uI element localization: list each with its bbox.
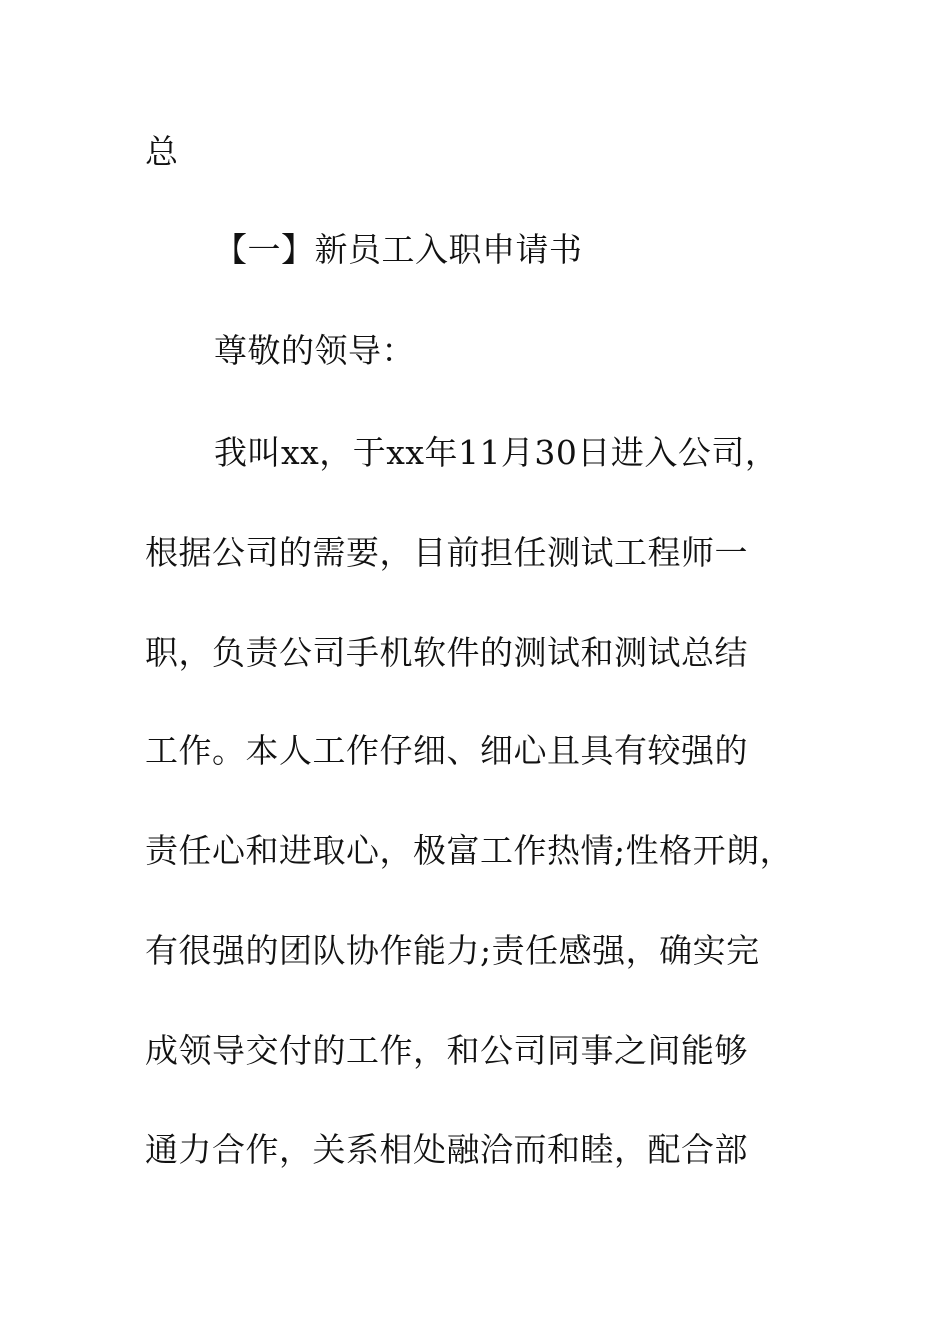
paragraph-line: 责任心和进取心，极富工作热情;性格开朗， — [145, 831, 794, 870]
paragraph-line: 职，负责公司手机软件的测试和测试总结 — [145, 633, 748, 672]
paragraph-line: 通力合作，关系相处融洽而和睦，配合部 — [145, 1130, 748, 1169]
paragraph-line: 有很强的团队协作能力;责任感强，确实完 — [145, 931, 760, 970]
paragraph-line: 我叫xx，于xx年11月30日进入公司， — [214, 433, 779, 472]
salutation: 尊敬的领导： — [214, 331, 415, 370]
paragraph-line: 工作。本人工作仔细、细心且具有较强的 — [145, 731, 748, 770]
paragraph-line: 成领导交付的工作，和公司同事之间能够 — [145, 1031, 748, 1070]
paragraph-line: 根据公司的需要，目前担任测试工程师一 — [145, 533, 748, 572]
section-heading: 【一】新员工入职申请书 — [214, 230, 583, 269]
fragment-line: 总 — [145, 132, 179, 171]
